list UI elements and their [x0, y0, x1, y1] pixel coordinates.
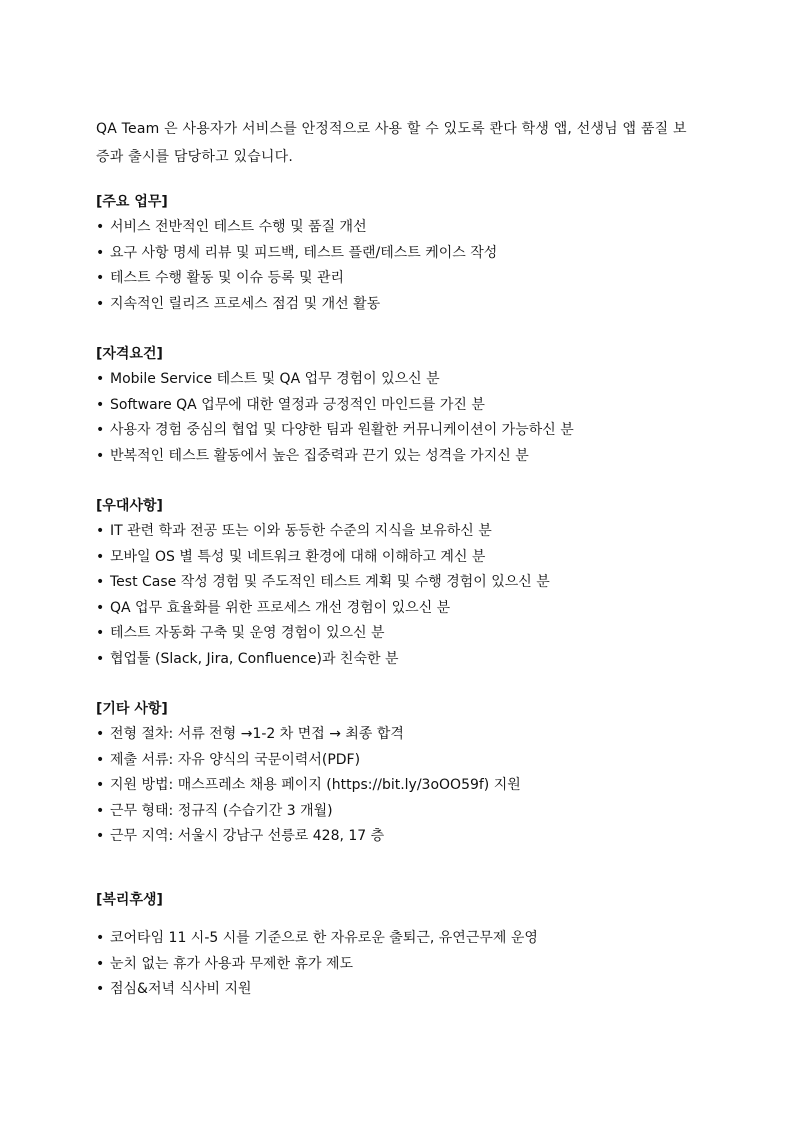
list-item: • IT 관련 학과 전공 또는 이와 동등한 수준의 지식을 보유하신 분 [96, 519, 736, 545]
intro-paragraph: QA Team 은 사용자가 서비스를 안정적으로 사용 할 수 있도록 콴다 학생 앱, 선생님 앱 품질 보증과 출시를 담당하고 있습니다. [96, 121, 687, 165]
list-item: • Software QA 업무에 대한 열정과 긍정적인 마인드를 가진 분 [96, 393, 736, 419]
list-item: • 지속적인 릴리즈 프로세스 점검 및 개선 활동 [96, 292, 736, 318]
list-item: • 테스트 수행 활동 및 이슈 등록 및 관리 [96, 266, 736, 292]
section-heading: [기타 사항] [96, 701, 168, 717]
section-heading: [우대사항] [96, 498, 163, 514]
section-other-info [96, 697, 736, 850]
list-item: • 근무 지역: 서울시 강남구 선릉로 428, 17 층 [96, 824, 736, 850]
list-item: • 근무 형태: 정규직 (수습기간 3 개월) [96, 799, 736, 825]
section-benefits [96, 888, 736, 1003]
list-item: • 협업툴 (Slack, Jira, Confluence)과 친숙한 분 [96, 647, 736, 673]
list-item: • 코어타임 11 시-5 시를 기준으로 한 자유로운 출퇴근, 유연근무제 운영 [96, 926, 736, 952]
section-heading: [복리후생] [96, 892, 163, 908]
list-item: • 테스트 자동화 구축 및 운영 경험이 있으신 분 [96, 621, 736, 647]
list-item: • 반복적인 테스트 활동에서 높은 집중력과 끈기 있는 성격을 가지신 분 [96, 444, 736, 470]
list-item: • 요구 사항 명세 리뷰 및 피드백, 테스트 플랜/테스트 케이스 작성 [96, 241, 736, 267]
list-item: • 사용자 경험 중심의 협업 및 다양한 팀과 원활한 커뮤니케이션이 가능하신 분 [96, 418, 736, 444]
bullet-list [96, 215, 736, 317]
bullet-list [96, 722, 736, 850]
list-item: • 점심&저녁 식사비 지원 [96, 977, 736, 1003]
bullet-list [96, 519, 736, 672]
list-item: • 눈치 없는 휴가 사용과 무제한 휴가 제도 [96, 952, 736, 978]
bullet-list [96, 367, 736, 469]
list-item: • QA 업무 효율화를 위한 프로세스 개선 경험이 있으신 분 [96, 596, 736, 622]
list-item: • Mobile Service 테스트 및 QA 업무 경험이 있으신 분 [96, 367, 736, 393]
list-item: • Test Case 작성 경험 및 주도적인 테스트 계획 및 수행 경험이 있으신 분 [96, 570, 736, 596]
section-main-duties [96, 190, 736, 317]
list-item: • 전형 절차: 서류 전형 →1-2 차 면접 → 최종 합격 [96, 722, 736, 748]
section-qualifications [96, 342, 736, 469]
list-item: • 지원 방법: 매스프레소 채용 페이지 (https://bit.ly/3oOO59f) 지원 [96, 773, 736, 799]
section-heading: [자격요건] [96, 346, 163, 362]
list-item: • 제출 서류: 자유 양식의 국문이력서(PDF) [96, 748, 736, 774]
list-item: • 모바일 OS 별 특성 및 네트워크 환경에 대해 이해하고 계신 분 [96, 545, 736, 571]
list-item: • 서비스 전반적인 테스트 수행 및 품질 개선 [96, 215, 736, 241]
section-preferred [96, 494, 736, 672]
section-heading: [주요 업무] [96, 194, 168, 210]
bullet-list [96, 926, 736, 1003]
